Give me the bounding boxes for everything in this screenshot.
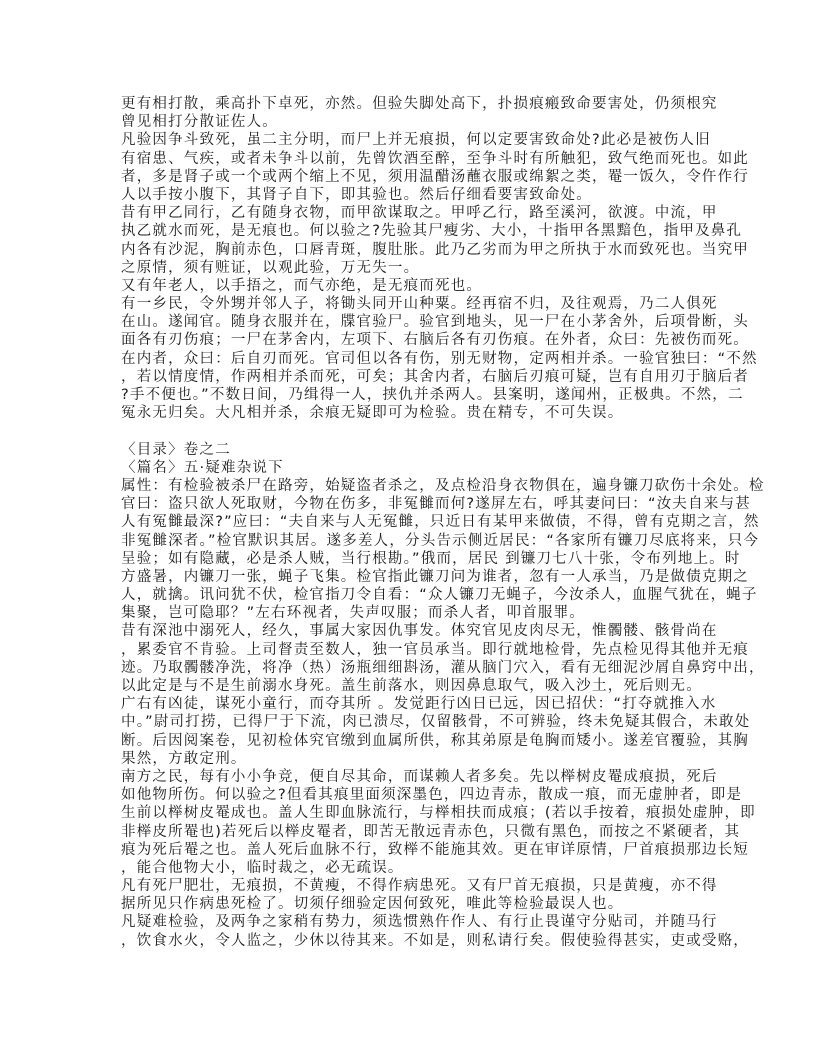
text-line: 昔有深池中溺死人，经久，事属大家因仇事发。体究官见皮肉尽无，惟髑髅、骸骨尚在 (121, 623, 718, 640)
text-line: ，若以情度情，作两相并杀而死，可矣；其舍内者，右脑后刃痕可疑，岂有自用刃于脑后者 (121, 368, 749, 385)
text-line: 以此定是与不是生前溺水身死。盖生前落水，则因鼻息取气，吸入沙土，死后则无。 (121, 678, 702, 694)
text-line: 痕为死后罨之也。盖人死后血脉不行，致榉不能施其效。更在审详原情，尸首痕损那边长短 (121, 841, 749, 858)
text-line: 南方之民，每有小小争竞，便自尽其命，而谋赖人者多矣。先以榉树皮罨成痕损，死后 (121, 768, 718, 785)
text-line: 生前以榉树皮罨成也。盖人生即血脉流行，与榉相扶而成痕；(若以手按着，痕损处虚肿，即 (121, 805, 756, 822)
text-line: 如他物所伤。何以验之?但看其痕里面须深墨色，四边青赤，散成一痕，而无虚肿者，即是 (121, 787, 743, 804)
text-line: 凡验因争斗致死，虽二主分明，而尸上并无痕损，何以定要害致命处?此必是被伤人旧 (121, 132, 711, 149)
text-line: 迹。乃取髑髅净洗，将净（热）汤瓶细细斟汤，灌从脑门穴入，看有无细泥沙屑自鼻窍中出， (121, 659, 765, 676)
text-line: 中。”尉司打捞，已得尸于下流，肉已溃尽，仅留骸骨，不可辨验，终未免疑其假合，未敢处 (121, 714, 751, 731)
text-line: 又有年老人，以手捂之，而气亦绝，是无痕而死也。 (121, 277, 483, 294)
text-line: 呈验；如有隐藏，必是杀人贼，当行根勘。”俄而，居民 到镰刀七八十张，令布列地上。时 (121, 550, 741, 567)
text-line: 内各有沙泥，胸前赤色，口唇青斑，腹肚胀。此乃乙劣而为甲之所执于水而致死也。当究甲 (121, 241, 749, 258)
text-line: 官曰：盗只欲人死取财，今物在伤多，非冤雠而何?遂屏左右，呼其妻问曰：“汝夫自来与甚 (121, 496, 751, 513)
text-line: 非榉皮所罨也)若死后以榉皮罨者，即苦无散远青赤色，只微有黑色，而按之不紧硬者，其 (121, 823, 741, 840)
text-line: 人有冤雠最深?”应曰：“夫自来与人无冤雠，只近日有某甲来做债，不得，曾有克期之言，然 (121, 514, 760, 531)
text-line: 执乙就水而死，是无痕也。何以验之?先验其尸瘦劣、大小，十指甲各黑黯色，指甲及鼻孔 (121, 223, 743, 240)
text-line: 曾见相打分散证佐人。 (121, 114, 278, 131)
text-line: 人，就擒。讯问犹不伏，检官指刀令自看：“众人镰刀无蝇子，今汝杀人，血腥气犹在，蝇子 (121, 587, 758, 604)
text-line: 有一乡民，令外甥并邻人子，将锄头同开山种粟。经再宿不归，及往观焉，乃二人俱死 (121, 296, 718, 313)
text-line: 更有相打散，乘高扑下卓死，亦然。但验失脚处高下，扑损痕瘢致命要害处，仍须根究 (121, 96, 718, 112)
text-line: 果然，方敢定刑。 (121, 750, 247, 767)
text-line: 在山。遂闻官。随身衣服并在，牒官验尸。验官到地头，见一尸在小茅舍外，后项骨断，头 (121, 314, 749, 331)
text-line: 人以手按小腹下，其肾子自下，即其验也。然后仔细看要害致命处。 (121, 186, 592, 203)
text-line: ，能合他物大小，临时裁之，必无疏误。 (121, 859, 404, 876)
toc-label: 〈目录〉卷之二 (121, 441, 231, 458)
section-2 (121, 441, 765, 950)
text-line: ，累委官不肯验。上司督责至数人，独一官员承当。即行就地检骨，先点检见得其他并无痕 (121, 641, 749, 658)
blank-line (121, 422, 711, 440)
text-line: ?手不便也。”不数日间，乃缉得一人，挟仇并杀两人。县案明，遂闻州，正极典。不然，二 (121, 387, 744, 403)
text-line: 者，多是肾子或一个或两个缩上不见，须用温醋汤蘸衣服或绵絮之类，罨一饭久，令仵作行 (121, 168, 749, 185)
text-line: ，饮食水火，令人监之，少休以待其来。不如是，则私请行矣。假使验得甚实，吏或受赂， (121, 932, 749, 949)
text-line: 凡有死尸肥壮，无痕损，不黄瘦，不得作病患死。又有尸首无痕损，只是黄瘦，亦不得 (121, 878, 718, 895)
text-line: 属性：有检验被杀尸在路旁，始疑盗者杀之，及点检沿身衣物俱在，遍身镰刀砍伤十余处。检 (121, 477, 765, 494)
text-line: 据所见只作病患死检了。切须仔细验定因何致死，唯此等检验最误人也。 (121, 896, 624, 913)
text-line: 冤永无归矣。大凡相并杀，余痕无疑即可为检验。贵在精专，不可失误。 (121, 405, 624, 422)
text-line: 断。后因阅案卷，见初检体究官缴到血属所供，称其弟原是龟胸而矮小。遂差官覆验，其胸 (121, 732, 749, 749)
text-line: 非冤雠深者。”检官默识其居。遂多差人，分头告示侧近居民：“各家所有镰刀尽底将来，只今 (121, 532, 760, 549)
text-line: 广右有凶徒，谋死小童行，而夺其所 。发觉距行凶日已远，因已招伏：“打夺就推入水 (121, 696, 717, 713)
text-line: 集聚，岂可隐耶？”左右环视者，失声叹服；而杀人者，叩首服罪。 (121, 605, 586, 622)
text-line: 方盛暑，内镰刀一张，蝇子飞集。检官指此镰刀问为谁者，忽有一人承当，乃是做债克期之 (121, 568, 749, 585)
text-line: 在内者，众曰：后自刃而死。官司但以各有伤，别无财物，定两相并杀。一验官独曰：“不然 (121, 350, 758, 367)
chapter-title: 〈篇名〉五·疑难杂说下 (121, 459, 284, 476)
document-page (121, 95, 765, 950)
text-line: 有宿患、气疾，或者未争斗以前，先曾饮酒至醉，至争斗时有所触犯，致气绝而死也。如此 (121, 150, 749, 167)
section-1 (121, 95, 758, 422)
text-line: 凡疑难检验，及两争之家稍有势力，须选惯熟仵作人、有行止畏谨守分贴司，并随马行 (121, 914, 718, 931)
text-line: 之原情，须有赃证，以观此验，万无失一。 (121, 259, 420, 276)
text-line: 面各有刃伤痕；一尸在茅舍内，左项下、右脑后各有刃伤痕。在外者，众曰：先被伤而死。 (121, 332, 749, 349)
text-line: 昔有甲乙同行，乙有随身衣物，而甲欲谋取之。甲呼乙行，路至溪河，欲渡。中流，甲 (121, 205, 718, 222)
